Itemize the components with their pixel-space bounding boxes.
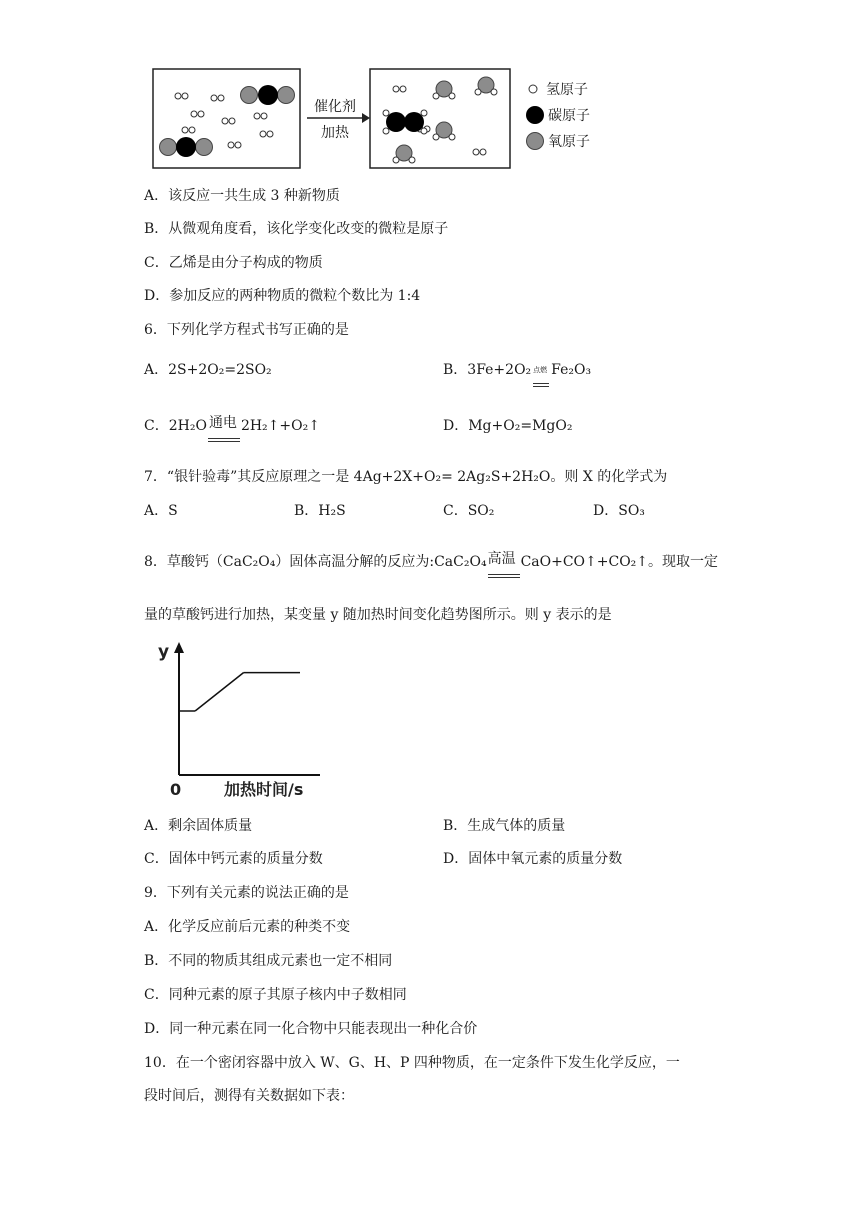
q8-condition: 高温 xyxy=(487,551,516,567)
arrow-condition-top: 催化剂 xyxy=(314,99,356,115)
q8-option-b[interactable]: B．生成气体的质量 xyxy=(443,818,566,834)
q9-option-b[interactable]: B．不同的物质其组成元素也一定不相同 xyxy=(144,953,393,969)
water-molecule xyxy=(433,122,455,140)
series-line-segment xyxy=(195,673,243,711)
water-molecule xyxy=(393,145,415,163)
q9-option-d[interactable]: D．同一种元素在同一化合物中只能表现出一种化合价 xyxy=(144,1021,478,1037)
x-axis-label: 加热时间/s xyxy=(224,780,304,799)
q8-option-d[interactable]: D．固体中氧元素的质量分数 xyxy=(443,851,623,867)
q10-stem-line1: 10．在一个密闭容器中放入 W、G、H、P 四种物质，在一定条件下发生化学反应，一 xyxy=(144,1055,680,1071)
series-line-group xyxy=(179,673,300,711)
legend-label-carbon: 碳原子 xyxy=(548,108,590,124)
q8-stem-suffix: CaO+CO↑+CO₂↑。现取一定 xyxy=(520,554,719,570)
q6-b-right: Fe₂O₃ xyxy=(551,362,592,378)
q8-option-a[interactable]: A．剩余固体质量 xyxy=(144,818,253,834)
co2-molecule-top xyxy=(241,85,295,105)
oxygen-atom-icon xyxy=(527,133,544,150)
q6-option-b[interactable] xyxy=(443,360,591,380)
q6-c-left: 2H₂O xyxy=(168,418,207,434)
q6-option-d[interactable]: D．Mg+O₂=MgO₂ xyxy=(443,418,573,434)
q6-c-right: 2H₂↑+O₂↑ xyxy=(240,418,320,434)
q8-stem-line1 xyxy=(144,552,718,572)
trend-chart xyxy=(150,637,330,802)
water-molecule xyxy=(433,81,455,99)
legend xyxy=(526,82,590,150)
arrow-head-icon xyxy=(362,113,370,123)
q6-c-equals xyxy=(208,438,240,442)
origin-label: 0 xyxy=(170,780,182,799)
q6-b-equals xyxy=(533,383,549,387)
q7-option-d[interactable]: D．SO₃ xyxy=(593,503,645,519)
q5-option-b[interactable]: B．从微观角度看，该化学变化改变的微粒是原子 xyxy=(144,221,449,237)
q7-option-b[interactable]: B．H₂S xyxy=(294,503,346,519)
q6-b-left: B．3Fe+2O₂ xyxy=(443,362,532,378)
water-molecule xyxy=(475,77,497,95)
q5-option-d[interactable]: D．参加反应的两种物质的微粒个数比为 1:4 xyxy=(144,288,421,304)
q7-stem: 7．“银针验毒”其反应原理之一是 4Ag+2X+O₂= 2Ag₂S+2H₂O。则 X 的化学式为 xyxy=(144,469,668,485)
q9-stem: 9．下列有关元素的说法正确的是 xyxy=(144,885,349,901)
q9-option-c[interactable]: C．同种元素的原子其原子核内中子数相同 xyxy=(144,987,407,1003)
q9-option-a[interactable]: A．化学反应前后元素的种类不变 xyxy=(144,919,351,935)
q5-option-a[interactable]: A．该反应一共生成 3 种新物质 xyxy=(144,188,340,204)
q8-equals xyxy=(488,574,520,578)
reaction-diagram xyxy=(150,64,620,176)
q10-stem-line2: 段时间后，测得有关数据如下表： xyxy=(144,1088,354,1104)
q8-stem-line2: 量的草酸钙进行加热，某变量 y 随加热时间变化趋势图所示。则 y 表示的是 xyxy=(144,607,612,623)
legend-label-hydrogen: 氢原子 xyxy=(546,82,588,98)
q6-option-c[interactable] xyxy=(144,416,320,436)
y-axis-label: y xyxy=(158,642,170,662)
y-axis-arrow-icon xyxy=(174,642,184,653)
q6-c-condition: 通电 xyxy=(208,415,237,431)
q6-c-label: C． xyxy=(144,418,169,434)
q7-option-c[interactable]: C．SO₂ xyxy=(443,503,495,519)
q6-stem: 6．下列化学方程式书写正确的是 xyxy=(144,322,349,338)
hydrogen-atom-icon xyxy=(529,85,537,93)
q5-option-c[interactable]: C．乙烯是由分子构成的物质 xyxy=(144,255,323,271)
q8-stem-prefix: 8．草酸钙（CaC₂O₄）固体高温分解的反应为:CaC₂O₄ xyxy=(144,554,487,570)
carbon-atom-icon xyxy=(526,106,544,124)
q6-option-a[interactable]: A．2S+2O₂=2SO₂ xyxy=(144,362,272,378)
co2-molecule-bottom xyxy=(160,137,213,157)
arrow-condition-bottom: 加热 xyxy=(321,125,349,141)
q6-b-condition: 点燃 xyxy=(533,366,548,374)
q7-option-a[interactable]: A．S xyxy=(144,503,178,519)
legend-label-oxygen: 氧原子 xyxy=(548,134,590,150)
q8-option-c[interactable]: C．固体中钙元素的质量分数 xyxy=(144,851,323,867)
